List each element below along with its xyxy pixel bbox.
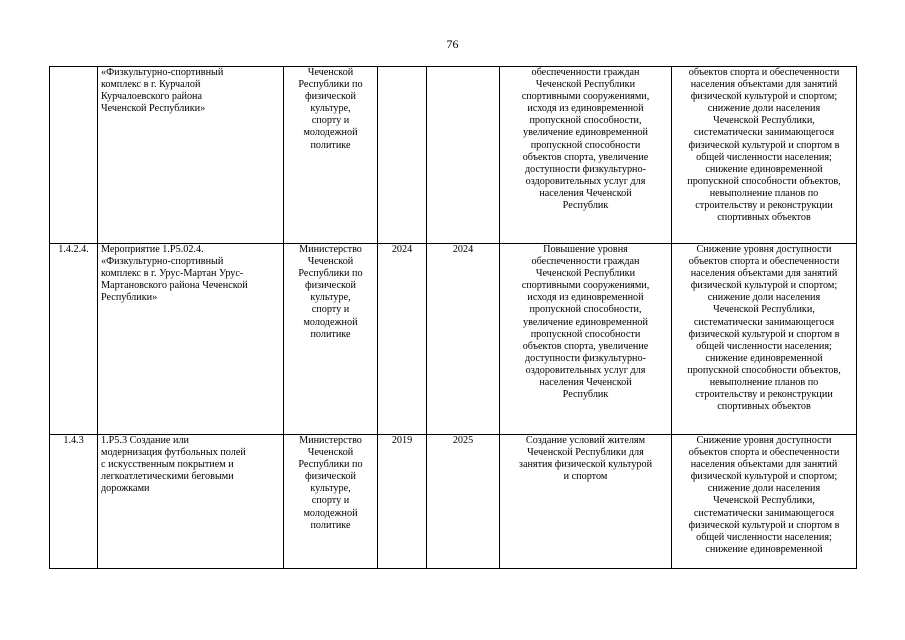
row-number: 1.4.2.4.: [50, 244, 98, 435]
text-line: невыполнение планов по: [709, 187, 819, 199]
text-line: Мартановского района Чеченской: [101, 280, 248, 292]
text-line: политике: [310, 519, 351, 531]
text-line: пропускной способности: [530, 328, 641, 340]
text-line: строительству и реконструкции: [695, 389, 833, 401]
non-implementation-consequences: [672, 244, 857, 435]
text-line: населения объектами для занятий: [690, 79, 838, 91]
text-line: 1.Р5.3 Создание или: [101, 435, 189, 446]
text-line: Снижение уровня доступности: [696, 435, 832, 446]
text-line: строительству и реконструкции: [695, 200, 833, 212]
text-line: увеличение единовременной: [523, 316, 648, 328]
text-line: физической культурой и спортом в: [688, 328, 840, 340]
text-line: спорту и: [311, 304, 350, 316]
text-line: физической культурой и спортом;: [690, 471, 838, 483]
text-line: комплекс в г. Урус-Мартан Урус-: [101, 268, 244, 280]
end-year: 2025: [427, 435, 500, 569]
text-line: Курчалоевского района: [101, 91, 203, 103]
text-line: Мероприятие 1.Р5.02.4.: [101, 244, 204, 255]
responsible-executor: [284, 67, 378, 244]
text-line: пропускной способности: [530, 139, 641, 151]
text-line: Министерство: [299, 435, 362, 446]
text-line: Чеченской Республики,: [713, 115, 815, 127]
table-row: [50, 244, 857, 435]
text-line: снижение доли населения: [707, 483, 821, 495]
text-line: физической культурой и спортом в: [688, 519, 840, 531]
table-row: [50, 435, 857, 569]
text-line: Чеченской: [307, 67, 354, 78]
start-year: [378, 67, 427, 244]
text-line: комплекс в г. Курчалой: [101, 79, 201, 91]
text-line: политике: [310, 139, 351, 151]
text-line: Чеченской Республики,: [713, 304, 815, 316]
text-line: пропускной способности,: [529, 304, 642, 316]
text-line: физической культурой и спортом;: [690, 91, 838, 103]
text-line: занятия физической культурой: [518, 459, 653, 471]
text-line: физической: [305, 280, 356, 292]
row-number: [50, 67, 98, 244]
text-line: физической культурой и спортом;: [690, 280, 838, 292]
text-line: снижение доли населения: [707, 103, 821, 115]
text-line: дорожками: [101, 483, 150, 495]
text-line: общей численности населения;: [696, 340, 832, 352]
text-line: невыполнение планов по: [709, 377, 819, 389]
non-implementation-consequences: [672, 435, 857, 569]
text-line: спортивных объектов: [717, 212, 811, 224]
responsible-executor: [284, 435, 378, 569]
text-line: объектов спорта и обеспеченности: [688, 447, 840, 459]
measures-table: [49, 66, 857, 569]
text-line: систематически занимающегося: [693, 507, 835, 519]
text-line: объектов спорта, увеличение: [522, 151, 649, 163]
expected-result: [500, 67, 672, 244]
text-line: снижение доли населения: [707, 292, 821, 304]
text-line: Республики»: [101, 292, 158, 304]
text-line: объектов спорта, увеличение: [522, 340, 649, 352]
text-line: Чеченской Республики,: [713, 495, 815, 507]
text-line: политике: [310, 328, 351, 340]
text-line: Чеченской: [307, 256, 354, 268]
table-row: [50, 67, 857, 244]
text-line: молодежной: [303, 507, 358, 519]
measure-name: [98, 435, 284, 569]
text-line: с искусственным покрытием и: [101, 459, 234, 471]
row-number: 1.4.3: [50, 435, 98, 569]
text-line: систематически занимающегося: [693, 316, 835, 328]
text-line: Республики по: [298, 79, 363, 91]
text-line: физической: [305, 91, 356, 103]
text-line: и спортом: [563, 471, 608, 483]
text-line: молодежной: [303, 127, 358, 139]
text-line: пропускной способности,: [529, 115, 642, 127]
text-line: молодежной: [303, 316, 358, 328]
text-line: систематически занимающегося: [693, 127, 835, 139]
text-line: исходя из единовременной: [527, 103, 644, 115]
text-line: Чеченской: [307, 447, 354, 459]
text-line: спортивными сооружениями,: [521, 280, 650, 292]
text-line: снижение единовременной: [705, 352, 823, 364]
text-line: населения объектами для занятий: [690, 268, 838, 280]
text-line: доступности физкультурно-: [524, 352, 646, 364]
text-line: пропускной способности объектов,: [687, 175, 841, 187]
text-line: Чеченской Республики»: [101, 103, 206, 115]
text-line: снижение единовременной: [705, 543, 823, 555]
text-line: физической: [305, 471, 356, 483]
text-line: общей численности населения;: [696, 151, 832, 163]
text-line: увеличение единовременной: [523, 127, 648, 139]
text-line: спорту и: [311, 495, 350, 507]
text-line: объектов спорта и обеспеченности: [688, 67, 840, 78]
text-line: спортивными сооружениями,: [521, 91, 650, 103]
text-line: населения Чеченской: [539, 377, 632, 389]
end-year: 2024: [427, 244, 500, 435]
text-line: Министерство: [299, 244, 362, 255]
text-line: исходя из единовременной: [527, 292, 644, 304]
text-line: Республики по: [298, 459, 363, 471]
measure-name: [98, 67, 284, 244]
text-line: легкоатлетическими беговыми: [101, 471, 234, 483]
start-year: 2024: [378, 244, 427, 435]
text-line: населения Чеченской: [539, 187, 632, 199]
text-line: обеспеченности граждан: [531, 256, 640, 268]
page-number: 76: [446, 37, 459, 51]
expected-result: [500, 435, 672, 569]
text-line: общей численности населения;: [696, 531, 832, 543]
text-line: спорту и: [311, 115, 350, 127]
text-line: оздоровительных услуг для: [525, 175, 646, 187]
responsible-executor: [284, 244, 378, 435]
text-line: культуре,: [310, 103, 351, 115]
text-line: Республики по: [298, 268, 363, 280]
text-line: Чеченской Республики: [535, 79, 636, 91]
text-line: доступности физкультурно-: [524, 163, 646, 175]
text-line: оздоровительных услуг для: [525, 364, 646, 376]
text-line: «Физкультурно-спортивный: [101, 256, 224, 268]
text-line: «Физкультурно-спортивный: [101, 67, 224, 78]
text-line: Снижение уровня доступности: [696, 244, 832, 255]
measure-name: [98, 244, 284, 435]
text-line: культуре,: [310, 483, 351, 495]
expected-result: [500, 244, 672, 435]
text-line: населения объектами для занятий: [690, 459, 838, 471]
text-line: культуре,: [310, 292, 351, 304]
non-implementation-consequences: [672, 67, 857, 244]
text-line: спортивных объектов: [717, 401, 811, 413]
text-line: Чеченской Республики для: [527, 447, 644, 459]
text-line: Республик: [562, 200, 609, 212]
end-year: [427, 67, 500, 244]
text-line: пропускной способности объектов,: [687, 364, 841, 376]
text-line: Чеченской Республики: [535, 268, 636, 280]
text-line: модернизация футбольных полей: [101, 447, 246, 459]
text-line: снижение единовременной: [705, 163, 823, 175]
text-line: объектов спорта и обеспеченности: [688, 256, 840, 268]
text-line: физической культурой и спортом в: [688, 139, 840, 151]
text-line: Республик: [562, 389, 609, 401]
text-line: Повышение уровня: [543, 244, 628, 255]
start-year: 2019: [378, 435, 427, 569]
text-line: обеспеченности граждан: [531, 67, 640, 78]
text-line: Создание условий жителям: [525, 435, 646, 446]
